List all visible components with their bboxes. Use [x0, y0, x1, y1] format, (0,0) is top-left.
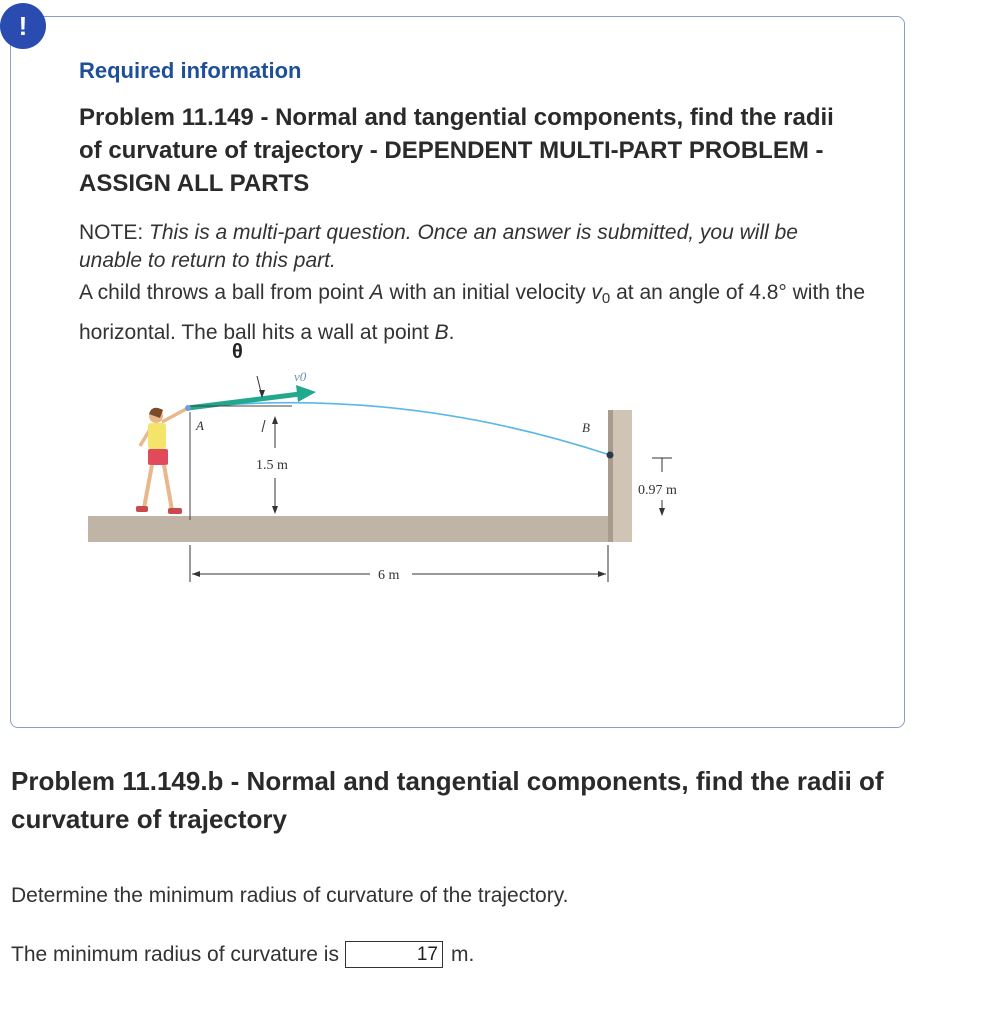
- trajectory-curve: [188, 403, 610, 455]
- ground: [88, 516, 632, 542]
- answer-input[interactable]: [345, 941, 443, 968]
- theta-label: θ: [232, 341, 243, 363]
- note-text: [79, 219, 849, 275]
- v0-label: v0: [294, 369, 307, 384]
- ball-start: [185, 405, 191, 411]
- answer-unit: m.: [450, 942, 475, 966]
- note-body: This is a multi-part question. Once an answer is submitted, you will be unable to return to this part.: [79, 221, 798, 272]
- label-a: A: [196, 418, 204, 433]
- child-figure: [136, 408, 186, 514]
- question-text: Determine the minimum radius of curvature of the trajectory.: [11, 884, 569, 907]
- height-a-tick: [262, 420, 265, 432]
- label-b: B: [582, 420, 590, 435]
- problem-statement: A child throws a ball from point A with an initial velocity $v_0$ at an angle of 4.8° with the horizontal. The ball hits a wall at point B.: [79, 281, 866, 344]
- note-prefix: NOTE:: [79, 221, 150, 244]
- height-b-arrow: [659, 508, 665, 516]
- trajectory-figure: [80, 360, 720, 590]
- dist-arrow-right: [598, 571, 606, 577]
- impact-point: [607, 452, 614, 459]
- answer-prefix: The minimum radius of curvature is: [11, 942, 339, 966]
- part-title: Problem 11.149.b - Normal and tangential components, find the radii of curvature of trajectory: [11, 766, 884, 834]
- alert-icon: !: [0, 3, 46, 49]
- problem-title: Problem 11.149 - Normal and tangential components, find the radii of curvature of trajectory - DEPENDENT MULTI-PART PROBLEM - ASSIGN ALL PARTS: [79, 104, 834, 197]
- height-a-label: 1.5 m: [256, 458, 288, 473]
- wall-shade: [608, 410, 613, 542]
- required-info-heading: Required information: [79, 58, 302, 83]
- velocity-arrowhead: [296, 385, 316, 402]
- answer-row: [11, 941, 474, 968]
- dist-arrow-left: [192, 571, 200, 577]
- height-b-label: 0.97 m: [638, 483, 677, 498]
- distance-label: 6 m: [378, 568, 400, 583]
- height-a-arrow-top: [272, 416, 278, 424]
- height-a-arrow-bottom: [272, 506, 278, 514]
